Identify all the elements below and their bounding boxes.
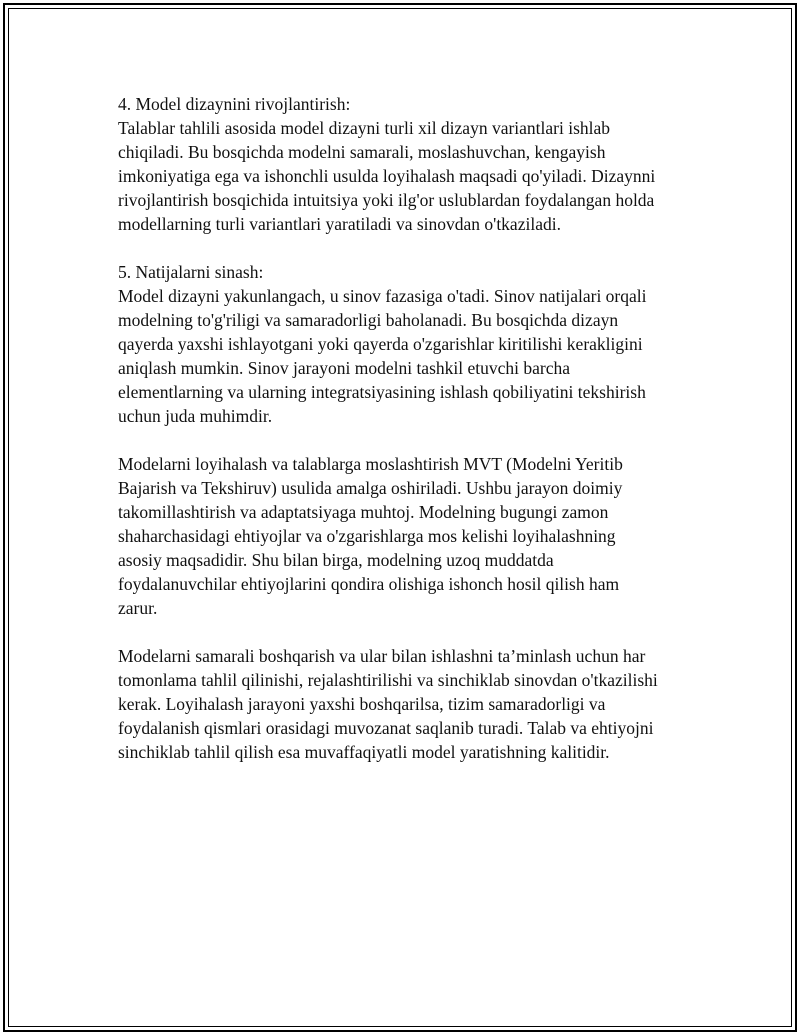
section-results-testing <box>118 260 698 428</box>
paragraph-line: foydalanish qismlari orasidagi muvozanat saqlanib turadi. Talab va ehtiyojni <box>118 718 654 738</box>
paragraph-line: imkoniyatiga ega va ishonchli usulda loyihalash maqsadi qo'yiladi. Dizaynni <box>118 166 656 186</box>
document-body <box>118 92 698 788</box>
paragraph-line: sinchiklab tahlil qilish esa muvaffaqiyatli model yaratishning kalitidir. <box>118 742 610 762</box>
paragraph-line: modellarning turli variantlari yaratiladi va sinovdan o'tkaziladi. <box>118 214 561 234</box>
paragraph-line: Bajarish va Tekshiruv) usulida amalga oshiriladi. Ushbu jarayon doimiy <box>118 478 623 498</box>
paragraph-line: modelning to'g'riligi va samaradorligi baholanadi. Bu bosqichda dizayn <box>118 310 619 330</box>
paragraph-line: Talablar tahlili asosida model dizayni turli xil dizayn variantlari ishlab <box>118 118 611 138</box>
paragraph-line: shaharchasidagi ehtiyojlar va o'zgarishlarga mos kelishi loyihalashning <box>118 526 616 546</box>
paragraph-line: foydalanuvchilar ehtiyojlarini qondira olishiga ishonch hosil qilish ham <box>118 574 620 594</box>
paragraph-management <box>118 644 698 764</box>
section-heading: 5. Natijalarni sinash: <box>118 262 264 282</box>
paragraph-line: Modelarni loyihalash va talablarga moslashtirish MVT (Modelni Yeritib <box>118 454 623 474</box>
paragraph-line: chiqiladi. Bu bosqichda modelni samarali, moslashuvchan, kengayish <box>118 142 606 162</box>
paragraph-line: uchun juda muhimdir. <box>118 406 273 426</box>
paragraph-mvt <box>118 452 698 620</box>
paragraph-line: zarur. <box>118 598 158 618</box>
paragraph-line: elementlarning va ularning integratsiyasining ishlash qobiliyatini tekshirish <box>118 382 646 402</box>
paragraph-line: asosiy maqsadidir. Shu bilan birga, modelning uzoq muddatda <box>118 550 554 570</box>
section-model-design <box>118 92 698 236</box>
paragraph-line: qayerda yaxshi ishlayotgani yoki qayerda o'zgarishlar kiritilishi kerakligini <box>118 334 643 354</box>
paragraph-line: kerak. Loyihalash jarayoni yaxshi boshqarilsa, tizim samaradorligi va <box>118 694 606 714</box>
paragraph-line: aniqlash mumkin. Sinov jarayoni modelni tashkil etuvchi barcha <box>118 358 570 378</box>
paragraph-line: takomillashtirish va adaptatsiyaga muhtoj. Modelning bugungi zamon <box>118 502 609 522</box>
paragraph-line: Model dizayni yakunlangach, u sinov fazasiga o'tadi. Sinov natijalari orqali <box>118 286 647 306</box>
paragraph-line: tomonlama tahlil qilinishi, rejalashtirilishi va sinchiklab sinovdan o'tkazilishi <box>118 670 658 690</box>
section-heading: 4. Model dizaynini rivojlantirish: <box>118 94 351 114</box>
paragraph-line: Modelarni samarali boshqarish va ular bilan ishlashni ta’minlash uchun har <box>118 646 646 666</box>
paragraph-line: rivojlantirish bosqichida intuitsiya yoki ilg'or uslublardan foydalangan holda <box>118 190 655 210</box>
